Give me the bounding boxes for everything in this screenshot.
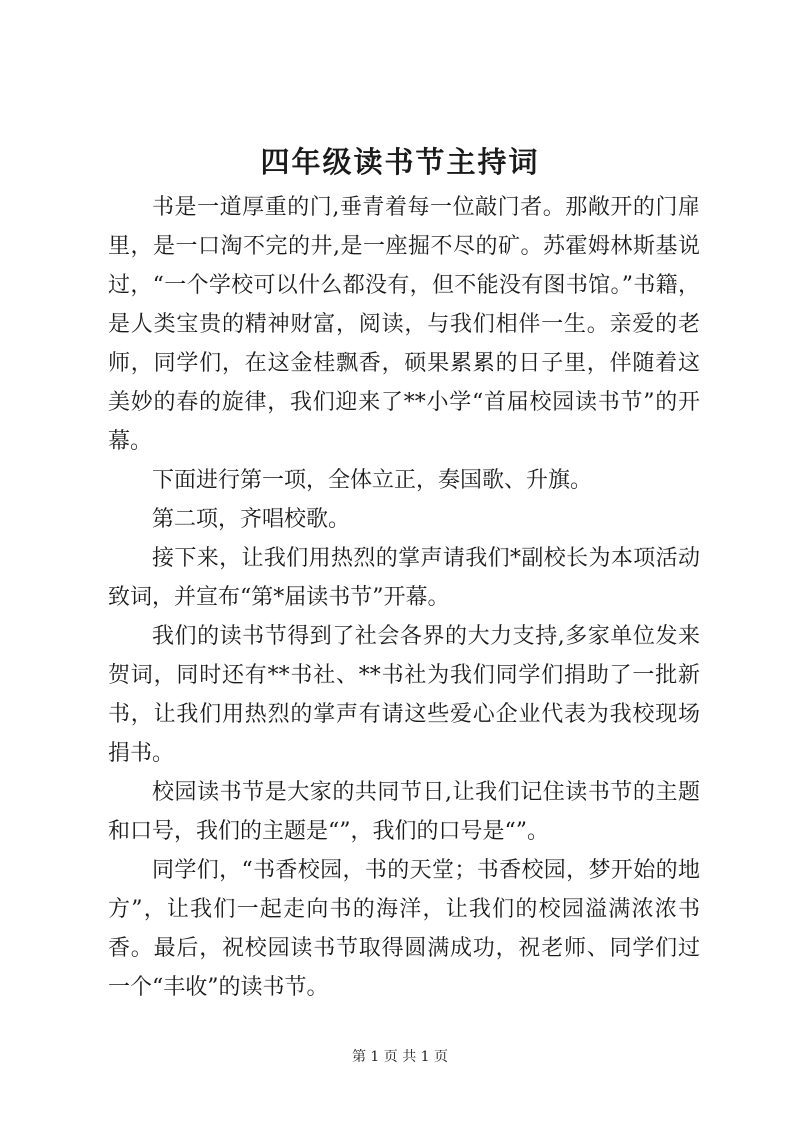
paragraph-closing: 同学们，“书香校园，书的天堂；书香校园，梦开始的地方”，让我们一起走向书的海洋，让我们的校园溢满浓浓书香。最后，祝校园读书节取得圆满成功，祝老师、同学们过一个“丰收”的读书节。 bbox=[108, 858, 700, 1000]
paragraph-intro: 书是一道厚重的门,垂青着每一位敲门者。那敞开的门扉里，是一口淘不完的井,是一座掘不尽的矿。苏霍姆林斯基说过，“一个学校可以什么都没有，但不能没有图书馆。”书籍，是人类宝贵的精神财富，阅读，与我们相伴一生。亲爱的老师，同学们，在这金桂飘香，硕果累累的日子里，伴随着这美妙的春的旋律，我们迎来了**小学“首届校园读书节”的开幕。 bbox=[108, 195, 700, 454]
paragraph-item-1: 下面进行第一项，全体立正，奏国歌、升旗。 bbox=[152, 468, 593, 493]
document-title: 四年级读书节主持词 bbox=[260, 145, 540, 179]
paragraph-item-3: 接下来，让我们用热烈的掌声请我们*副校长为本项活动致词，并宣布“第*届读书节”开幕。 bbox=[108, 546, 700, 610]
paragraph-donation: 我们的读书节得到了社会各界的大力支持,多家单位发来贺词，同时还有**书社、**书社为我们同学们捐助了一批新书，让我们用热烈的掌声有请这些爱心企业代表为我校现场捐书。 bbox=[108, 624, 700, 766]
document-body bbox=[108, 188, 700, 1007]
page-number-footer: 第 1 页 共 1 页 bbox=[351, 1049, 449, 1065]
paragraph-theme: 校园读书节是大家的共同节日,让我们记住读书节的主题和口号，我们的主题是“”，我们的口号是“”。 bbox=[108, 780, 700, 844]
paragraph-item-2: 第二项，齐唱校歌。 bbox=[152, 507, 351, 532]
